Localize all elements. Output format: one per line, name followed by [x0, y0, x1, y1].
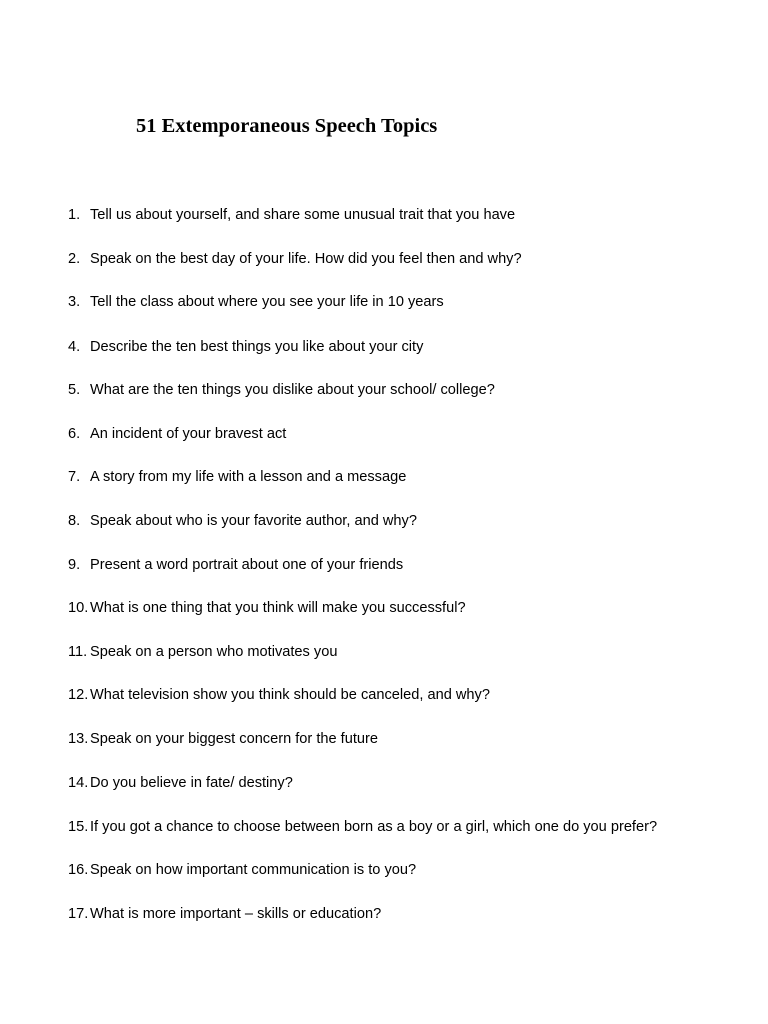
topic-text: Speak about who is your favorite author, and why? — [90, 513, 417, 529]
topic-item — [0, 730, 720, 748]
topic-item — [0, 468, 720, 486]
topic-number: 2. — [68, 251, 81, 267]
topic-text: Speak on the best day of your life. How did you feel then and why? — [90, 251, 522, 267]
topic-text: What is one thing that you think will make you successful? — [90, 600, 466, 616]
topic-number: 8. — [68, 513, 81, 529]
topic-item — [0, 686, 720, 704]
topic-number: 5. — [68, 382, 81, 398]
topic-text: Do you believe in fate/ destiny? — [90, 775, 293, 791]
topic-number: 7. — [68, 469, 81, 485]
topic-number: 3. — [68, 294, 81, 310]
topic-item — [0, 556, 720, 574]
topic-item — [0, 861, 720, 879]
topic-number: 11. — [68, 644, 88, 660]
topic-item — [0, 206, 720, 224]
topic-item — [0, 512, 720, 530]
topic-text: A story from my life with a lesson and a message — [90, 469, 407, 485]
topic-item — [0, 818, 720, 836]
topic-number: 9. — [68, 557, 81, 573]
topic-number: 4. — [68, 339, 81, 355]
topic-number: 13. — [68, 731, 89, 747]
topic-item — [0, 643, 720, 661]
topic-item — [0, 774, 720, 792]
topic-number: 12. — [68, 687, 89, 703]
topic-text: Speak on your biggest concern for the future — [90, 731, 378, 747]
topic-number: 16. — [68, 862, 89, 878]
topic-text: Tell us about yourself, and share some unusual trait that you have — [90, 207, 516, 223]
topic-item — [0, 250, 720, 268]
topic-number: 1. — [68, 207, 81, 223]
topic-number: 10. — [68, 600, 89, 616]
topic-item — [0, 425, 720, 443]
topic-number: 15. — [68, 819, 89, 835]
topic-text: Tell the class about where you see your life in 10 years — [90, 294, 444, 310]
topic-number: 14. — [68, 775, 89, 791]
topic-item — [0, 293, 720, 311]
topic-text: What television show you think should be canceled, and why? — [90, 687, 490, 703]
topic-text: Present a word portrait about one of your friends — [90, 557, 404, 573]
topic-text: Speak on a person who motivates you — [90, 644, 338, 660]
topic-item — [0, 905, 720, 923]
topic-text: If you got a chance to choose between born as a boy or a girl, which one do you prefer? — [90, 819, 658, 835]
topic-text: What is more important – skills or education? — [90, 906, 382, 922]
topic-text: What are the ten things you dislike about your school/ college? — [90, 382, 495, 398]
topic-text: Describe the ten best things you like about your city — [90, 339, 424, 355]
topic-item — [0, 599, 720, 617]
topic-text: Speak on how important communication is to you? — [90, 862, 417, 878]
topic-item — [0, 338, 720, 356]
document-title: 51 Extemporaneous Speech Topics — [136, 115, 438, 137]
topic-number: 17. — [68, 906, 89, 922]
topic-number: 6. — [68, 426, 81, 442]
topic-item — [0, 381, 720, 399]
topic-text: An incident of your bravest act — [90, 426, 287, 442]
